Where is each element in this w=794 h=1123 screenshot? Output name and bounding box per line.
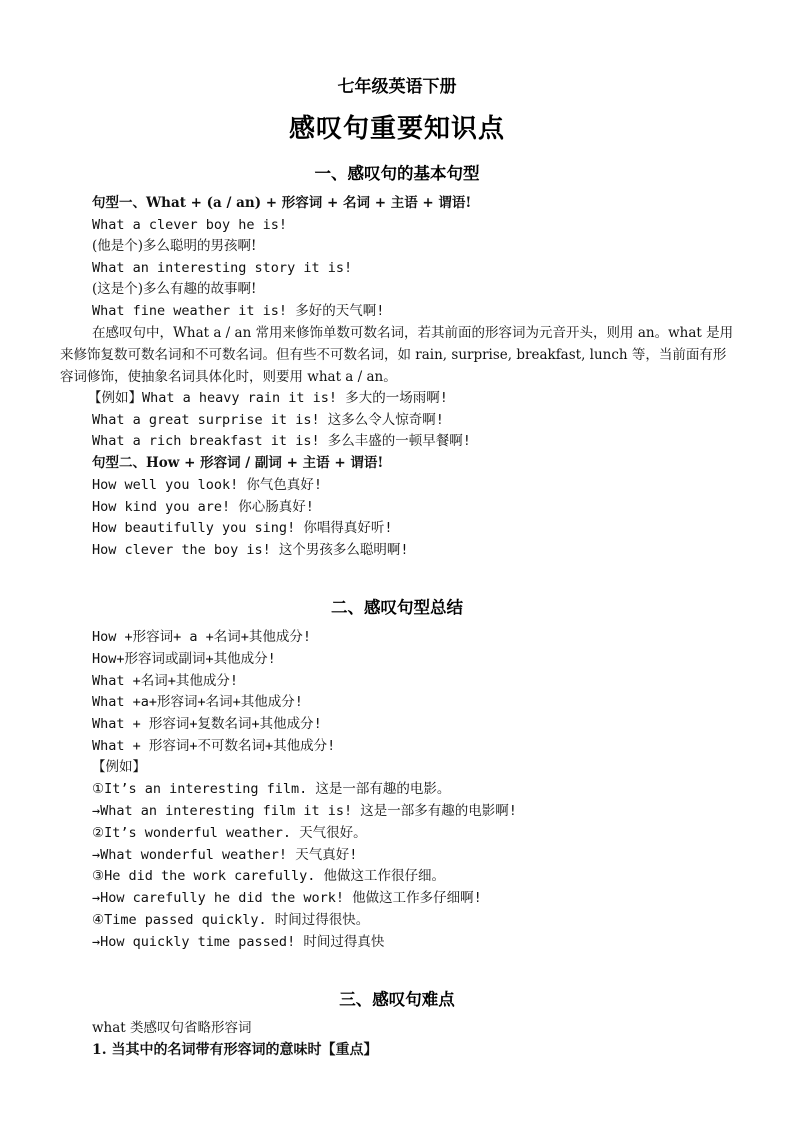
example-line: ③He did the work carefully. 他做这工作很仔细。 xyxy=(92,868,446,884)
example-line: How kind you are! 你心肠真好! xyxy=(92,499,314,515)
summary-line: What +a+形容词+名词+其他成分! xyxy=(92,694,303,710)
example-translation: (他是个)多么聪明的男孩啊! xyxy=(92,238,257,254)
summary-line: How+形容词或副词+其他成分! xyxy=(92,651,276,667)
section-1-heading: 一、感叹句的基本句型 xyxy=(314,164,480,183)
summary-line: How +形容词+ a +名词+其他成分! xyxy=(92,629,312,645)
example-line: ②It’s wonderful weather. 天气很好。 xyxy=(92,825,367,841)
section-3-point-1: 1. 当其中的名词带有形容词的意味时【重点】 xyxy=(92,1042,378,1058)
example-line: How clever the boy is! 这个男孩多么聪明啊! xyxy=(92,542,409,558)
explanation-paragraph: 在感叹句中，What a / an 常用来修饰单数可数名词，若其前面的形容词为元音开头，则用 an。what 是用来修饰复数可数名词和不可数名词。但有些不可数名词，如 rain, surprise, breakfast, lunch 等，当前面有形容词修饰，使抽象名词具体化时，则要用 what a / an。 xyxy=(60,325,734,385)
pattern-1: 句型一、What + (a / an) + 形容词 + 名词 + 主语 + 谓语! xyxy=(92,195,472,211)
example-transform: →What wonderful weather! 天气真好! xyxy=(92,847,358,863)
example-line: What a rich breakfast it is! 多么丰盛的一顿早餐啊! xyxy=(92,433,471,449)
page-title: 感叹句重要知识点 xyxy=(288,114,505,144)
example-transform: →How quickly time passed! 时间过得真快 xyxy=(92,934,385,950)
summary-line: What +名词+其他成分! xyxy=(92,673,239,689)
pattern-2: 句型二、How + 形容词 / 副词 + 主语 + 谓语! xyxy=(92,455,384,471)
example-line: What a clever boy he is! xyxy=(92,217,288,233)
summary-line: What + 形容词+不可数名词+其他成分! xyxy=(92,738,336,754)
example-translation: (这是个)多么有趣的故事啊! xyxy=(92,281,257,297)
example-label: 【例如】 xyxy=(92,759,146,775)
example-line: What fine weather it is! 多好的天气啊! xyxy=(92,303,385,319)
section-3-heading: 三、感叹句难点 xyxy=(339,990,455,1009)
grade-label: 七年级英语下册 xyxy=(337,77,457,97)
example-line: How beautifully you sing! 你唱得真好听! xyxy=(92,520,393,536)
example-transform: →What an interesting film it is! 这是一部多有趣的电影啊! xyxy=(92,803,517,819)
example-transform: →How carefully he did the work! 他做这工作多仔细啊! xyxy=(92,890,482,906)
section-2-heading: 二、感叹句型总结 xyxy=(331,598,463,617)
example-line: How well you look! 你气色真好! xyxy=(92,477,323,493)
summary-line: What + 形容词+复数名词+其他成分! xyxy=(92,716,322,732)
example-line: 【例如】What a heavy rain it is! 多大的一场雨啊! xyxy=(88,390,448,406)
example-line: ④Time passed quickly. 时间过得很快。 xyxy=(92,912,370,928)
example-line: ①It’s an interesting film. 这是一部有趣的电影。 xyxy=(92,781,451,797)
example-line: What an interesting story it is! xyxy=(92,260,353,276)
example-line: What a great surprise it is! 这多么令人惊奇啊! xyxy=(92,412,444,428)
section-3-intro: what 类感叹句省略形容词 xyxy=(92,1020,252,1036)
